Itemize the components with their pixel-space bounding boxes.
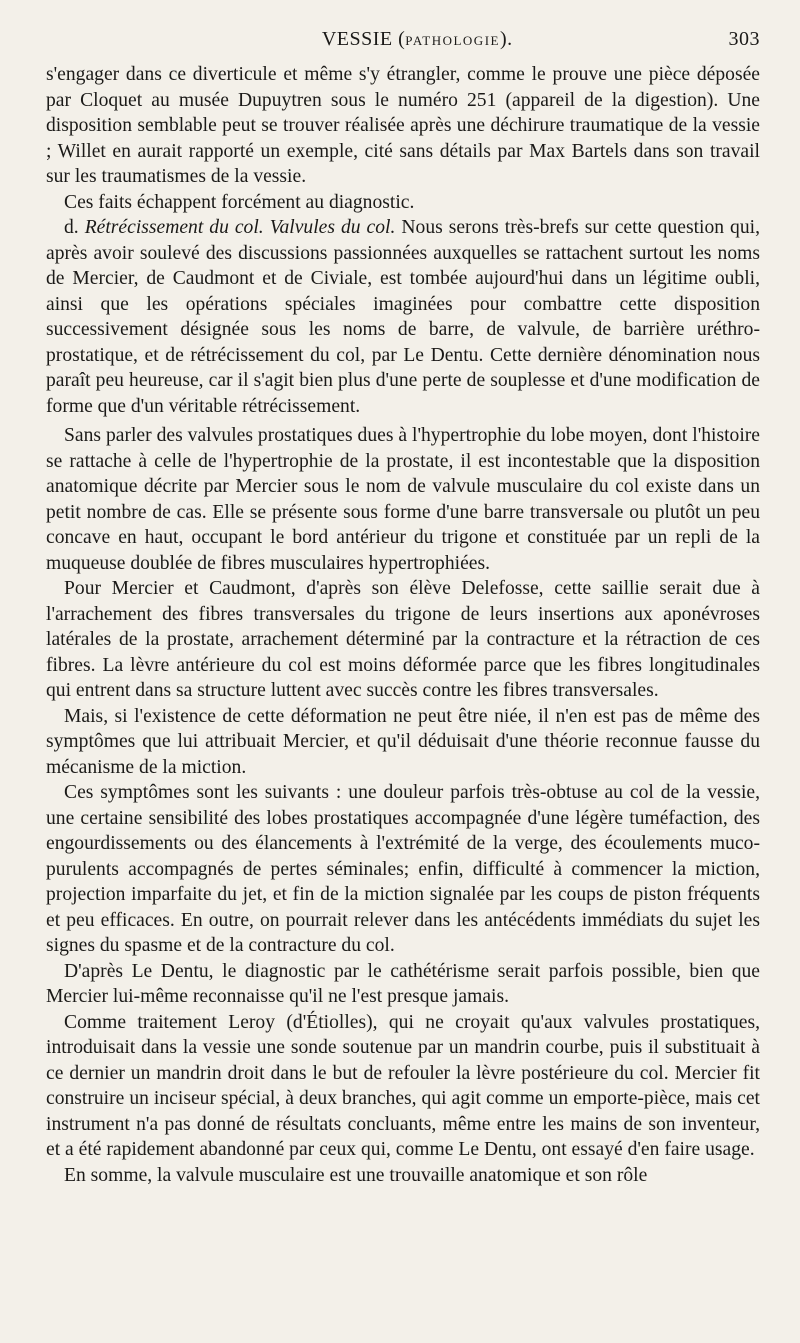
- section-heading: Rétrécissement du col. Valvules du col.: [84, 217, 396, 238]
- paragraph: Mais, si l'existence de cette déformation ne peut être niée, il n'en est pas de même des symptômes que lui attribuait Mercier, et qu'il déduisait d'une théorie reconnue fausse du mécanisme de la miction.: [46, 705, 760, 778]
- title-main: VESSIE (: [321, 28, 406, 50]
- paragraph: Comme traitement Leroy (d'Étiolles), qui ne croyait qu'aux valvules prostatiques, introduisait dans la vessie une sonde soutenue par un mandrin courbe, puis il substituait à ce dernier un mandrin droit dans le but de refouler la lèvre postérieure du col. Mercier fit construire un inciseur spécial, à deux branches, qui agit comme un emporte-pièce, mais cet instrument n'a pas donné de résultats concluants, même entre les mains de son inventeur, et a été rapidement abandonné par ceux qui, comme Le Dentu, ont essayé d'en faire usage.: [46, 1011, 760, 1160]
- section-letter: d.: [64, 217, 85, 238]
- running-header: [46, 28, 760, 62]
- title-end: ).: [499, 28, 513, 50]
- paragraph: Sans parler des valvules prostatiques dues à l'hypertrophie du lobe moyen, dont l'histoire se rattache à celle de l'hypertrophie de la prostate, il est incontestable que la disposition anatomique décrite par Mercier sous le nom de valvule musculaire du col existe dans un petit nombre de cas. Elle se présente sous forme d'une barre transversale ou plutôt un peu concave en haut, occupant le bord antérieur du trigone et constituée par un repli de la muqueuse doublée de fibres musculaires hypertrophiées.: [46, 425, 760, 574]
- paragraph: Ces faits échappent forcément au diagnostic.: [64, 191, 415, 213]
- running-title: [46, 28, 729, 51]
- paragraph: s'engager dans ce diverticule et même s'y étrangler, comme le prouve une pièce déposée par Cloquet au musée Dupuytren sous le numéro 251 (appareil de la digestion). Une disposition semblable peut se trouver réalisée après une déchirure traumatique de la vessie ; Willet en aurait rapporté un exemple, cité sans détails par Max Bartels dans son travail sur les traumatismes de la vessie.: [46, 64, 760, 187]
- paragraph: D'après Le Dentu, le diagnostic par le cathétérisme serait parfois possible, bien que Mercier lui-même reconnaisse qu'il ne l'est presque jamais.: [46, 960, 760, 1007]
- page-number: 303: [728, 28, 760, 50]
- title-small-caps: PATHOLOGIE: [405, 33, 500, 48]
- paragraph: En somme, la valvule musculaire est une trouvaille anatomique et son rôle: [64, 1164, 648, 1186]
- paragraph: Pour Mercier et Caudmont, d'après son élève Delefosse, cette saillie serait due à l'arrachement des fibres transversales du trigone de leurs insertions aux aponévroses latérales de la prostate, arrachement déterminé par la contracture et la rétraction de ces fibres. La lèvre antérieure du col est moins déformée parce que les fibres longitudinales qui entrent dans sa structure luttent avec succès contre les fibres transversales.: [46, 578, 760, 701]
- book-page: [46, 28, 760, 1188]
- section-text: Nous serons très-brefs sur cette question qui, après avoir soulevé des discussions passionnées auxquelles se rattachent surtout les noms de Mercier, de Caudmont et de Civiale, est tombée aujourd'hui dans un légitime oubli, ainsi que les opérations spéciales imaginées pour combattre cette disposition successivement désignée sous les noms de barre, de valvule, de barrière uréthro-prostatique, et de rétrécissement du col, par Le Dentu. Cette dernière dénomination nous paraît peu heureuse, car il s'agit bien plus d'une perte de souplesse et d'une modification de forme que d'un véritable rétrécissement.: [46, 217, 760, 417]
- body-text: [46, 62, 760, 1188]
- section-paragraph: [46, 215, 760, 419]
- paragraph: Ces symptômes sont les suivants : une douleur parfois très-obtuse au col de la vessie, une certaine sensibilité des lobes prostatiques accompagnée d'une légère tuméfaction, des engourdissements ou des élancements à l'extrémité de la verge, des écoulements muco-purulents accompagnés de pertes séminales; enfin, difficulté à commencer la miction, projection imparfaite du jet, et fin de la miction signalée par les coups de piston fréquents et peu efficaces. En outre, on pourrait relever dans les antécédents immédiats du sujet les signes du spasme et de la contracture du col.: [46, 782, 760, 956]
